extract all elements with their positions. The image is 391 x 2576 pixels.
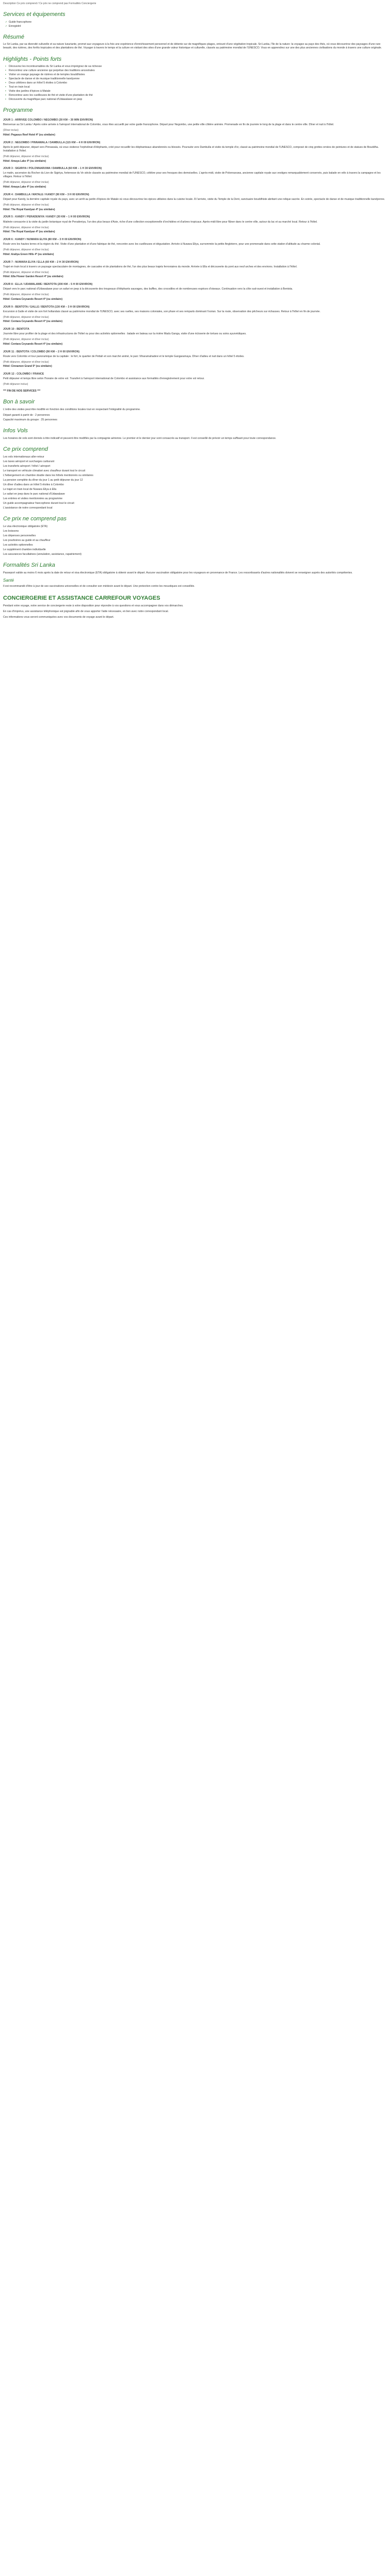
list-item: Les activités optionnelles (3, 543, 33, 547)
day-meals: (Petit déjeuner, déjeuner et dîner inclus) (3, 181, 49, 184)
ne-comprend-title: Ce prix ne comprend pas (3, 515, 67, 522)
day-hotel: Hôtel: Araliya Green Hills 4* (ou similaire) (3, 252, 54, 256)
list-item: L'hébergement en chambre double dans les hôtels mentionnés ou similaires (3, 473, 93, 477)
list-item: Les assurances facultatives (annulation, assistance, rapatriement) (3, 552, 82, 556)
conciergerie-text-2: En cas d'imprévu, une assistance téléphonique est joignable afin de vous apporter l'aide nécessaire, en lien avec notre correspondant local. (3, 610, 169, 614)
list-item: Un guide accompagnateur francophone durant tout le circuit (3, 501, 74, 505)
conciergerie-title: CONCIERGERIE ET ASSISTANCE CARREFOUR VOYAGES (3, 595, 160, 602)
list-item: Le supplément chambre individuelle (3, 548, 46, 551)
day-hotel: Hôtel: Centara Ceysands Resort 4* (ou similaire) (3, 342, 63, 346)
list-item: Les transferts aéroport / hôtel / aéroport (3, 464, 51, 468)
resume-title: Résumé (3, 33, 24, 40)
day-meals: (Petit déjeuner, déjeuner et dîner inclus) (3, 293, 49, 297)
day-text: Matinée consacrée à la visite du jardin botanique royal de Peradeniya, l'un des plus beaux d'Asie, riche d'une collection exceptionnelle d'orchidées et d'arbres tropicaux. Après-midi libre pour flâner dans le centre ville, autour du lac et au marché local. Retour à l'hôtel. (3, 220, 318, 224)
list-item: Les entrées et visites mentionnées au programme (3, 497, 63, 500)
day-meals: (Dîner inclus) (3, 129, 19, 132)
check-icon: ✓ (5, 20, 8, 24)
day-title: JOUR 10 : BENTOTA (3, 328, 29, 331)
day-title: JOUR 2 : NEGOMBO / PINNAWALA / DAMBULLA (115 KM – 4 H 00 ENVIRON) (3, 141, 101, 144)
programme-day (3, 141, 388, 163)
bullet-icon: • (5, 77, 6, 81)
formalites-text: Passeport valide au moins 6 mois après la date de retour et visa électronique (ETA) obligatoire à obtenir avant le départ. Aucune vaccination obligatoire pour les voyageurs en provenance de France. Les ressortissants d'autres nationalités doivent se renseigner auprès des autorités compétentes. (3, 571, 353, 574)
list-item: • Visiter un orange paysage de rizières et de temples bouddhistes (5, 73, 85, 77)
list-item: • Tout en train local (5, 86, 30, 89)
programme-day (3, 261, 388, 279)
list-item: La pension complète du dîner du jour 1 au petit déjeuner du jour 12 (3, 478, 83, 482)
conciergerie-text-3: Ces informations vous seront communiquées avec vos documents de voyage avant le départ. (3, 616, 115, 619)
list-item: Départ garanti à partir de : 2 personnes (3, 413, 50, 417)
bullet-icon: • (5, 81, 6, 85)
day-text: Départ pour Kandy, la dernière capitale royale du pays, avec un arrêt au jardin d'épices de Matale où vous découvrirez les épices utilisées dans la cuisine locale. À l'arrivée, visite du Temple de la Dent, sanctuaire bouddhiste abritant une relique sacrée. En soirée, spectacle de danse et de musique traditionnelle kandyenne. (3, 197, 385, 201)
day-text: Départ vers le parc national d'Udawalawe pour un safari en jeep à la découverte des troupeaux d'éléphants sauvages, des buffles, des crocodiles et de nombreuses espèces d'oiseaux. Continuation vers la côte sud-ouest et installation à Bentota. (3, 287, 293, 291)
programme-day (3, 238, 388, 257)
day-text: Excursion à Galle et visite de son fort hollandais classé au patrimoine mondial de l'UNESCO, avec ses ruelles, ses maisons coloniales, son phare et ses remparts dominant l'océan. Sur la route, observation des pêcheurs sur échasses. Retour à l'hôtel en fin de journée. (3, 310, 321, 313)
bullet-icon: • (5, 65, 6, 69)
list-item: Le transport en véhicule climatisé avec chauffeur durant tout le circuit (3, 469, 86, 472)
programme-day (3, 167, 388, 189)
programme-day (3, 215, 388, 234)
day-meals: (Petit déjeuner, déjeuner et dîner inclus) (3, 360, 49, 364)
list-item: • Spectacle de danse et de musique traditionnelle kandyenne (5, 77, 80, 81)
day-meals: (Petit déjeuner, déjeuner et dîner inclus) (3, 270, 49, 274)
programme-title: Programme (3, 107, 33, 114)
day-text: Bienvenue au Sri Lanka ! Après votre arrivée à l'aéroport international de Colombo, vous êtes accueilli par votre guide francophone. Départ pour Negombo, une petite ville côtière animée. Promenade en fin de journée le long de la plage et dans le centre ville. Dîner et nuit à l'hôtel. (3, 123, 334, 127)
bullet-icon: • (5, 94, 6, 97)
section-nav[interactable]: Description Ce prix comprend / Ce prix ne comprend pas Formalités Conciergerie (3, 2, 96, 5)
list-item: Les pourboires au guide et au chauffeur (3, 538, 51, 542)
programme-day (3, 193, 388, 212)
day-title: JOUR 7 : NUWARA ELIYA / ELLA (60 KM – 2 H 30 ENVIRON) (3, 260, 79, 264)
programme-day (3, 283, 388, 301)
list-item: ✓ Guide francophone (5, 20, 32, 24)
comprend-list (3, 455, 388, 510)
list-item: ✓ Enregistré (5, 24, 21, 28)
list-item: Le safari en jeep dans le parc national d'Udawalawe (3, 492, 65, 496)
formalites-sub-label: Santé (3, 578, 14, 583)
conciergerie-text-1: Pendant votre voyage, notre service de conciergerie reste à votre disposition pour répondre à vos questions et vous accompagner dans vos démarches. (3, 604, 184, 608)
list-item: • Rencontrez une culture ancienne qui perpétue des traditions ancestrales (5, 69, 95, 73)
day-title: JOUR 5 : KANDY / PERADENIYA / KANDY (30 KM – 1 H 00 ENVIRON) (3, 215, 90, 219)
programme-day (3, 350, 388, 369)
check-icon: ✓ (5, 24, 8, 28)
list-item: Capacité maximum du groupe : 25 personnes (3, 418, 57, 421)
list-item: Les vols internationaux aller-retour (3, 455, 44, 459)
list-item: Le trajet en train local de Nuwara Eliya à Ella (3, 487, 57, 491)
formalites-title: Formalités Sri Lanka (3, 562, 55, 568)
list-item: • Visite des jardins d'épices à Matale (5, 90, 51, 93)
day-hotel: Hôtel: Centara Ceysands Resort 4* (ou similaire) (3, 297, 63, 301)
resume-text: Le Sri Lanka, par sa diversité culturelle et sa nature luxuriante, promet aux voyageurs à la fois une expérience d'enrichissement personnel et de détente sur de magnifiques plages, entouré d'une végétation tropicale. Sri Lanka, l'île de la nature: la voyagez au pays des thés, où vous découvrirez des paysages d'une rare beauté, des rizières, des forêts tropicales et des plantations de thé. Voyager à travers le temps et la culture en visitant des sites d'une grande valeur historique et culturelle, classés au patrimoine mondial de l'UNESCO. Vous en apprendrez sur une des plus anciennes civilisations du monde à travers une culture originale. (3, 43, 382, 50)
day-text: Trajet en train local à travers un paysage spectaculaire de montagnes, de cascades et de plantations de thé, l'un des plus beaux trajets ferroviaires du monde. Arrivée à Ella et découverte du pont aux neuf arches et des environs. Installation à l'hôtel. (3, 265, 298, 268)
day-hotel: Hôtel: The Royal Kandyan 4* (ou similaire) (3, 230, 55, 234)
services-title: Services et équipements (3, 11, 66, 18)
day-text: Journée libre pour profiter de la plage et des infrastructures de l'hôtel ou pour des activités optionnelles : balade en bateau sur la rivière Madu Ganga, visite d'une écloserie de tortues ou soins ayurvédiques. (3, 332, 247, 336)
programme-day (3, 372, 388, 386)
services-list (5, 21, 388, 28)
highlights-list (5, 65, 388, 101)
formalites-sub-text: Il est recommandé d'être à jour de ses vaccinations universelles et de consulter son médecin avant le départ. Une protection contre les moustiques est conseillée. (3, 585, 195, 588)
infos-vols-title: Infos Vols (3, 427, 28, 434)
day-title: JOUR 1 : ARRIVEE COLOMBO / NEGOMBO (30 KM – 30 MIN ENVIRON) (3, 118, 93, 122)
programme-day (3, 306, 388, 324)
day-meals: (Petit déjeuner, déjeuner et dîner inclus) (3, 338, 49, 342)
infos-vols-text: Les horaires de vols sont donnés à titre indicatif et peuvent être modifiés par la compagnie aérienne. Le premier et le dernier jour sont consacrés au transport. Il est conseillé de prévoir un temps suffisant pour toute correspondance. (3, 436, 276, 440)
list-item: • Deux célèbres dans un hôtel 5 étoiles à Colombo (5, 81, 68, 85)
day-hotel: Hôtel: Cinnamon Grand 5* (ou similaire) (3, 365, 52, 368)
highlights-title: Highlights - Points forts (3, 56, 62, 62)
product-page (0, 0, 391, 642)
day-title: JOUR 11 : BENTOTA / COLOMBO (90 KM – 2 H 00 ENVIRON) (3, 350, 80, 353)
day-meals: (Petit déjeuner, déjeuner et dîner inclus) (3, 315, 49, 319)
day-text: Après le petit déjeuner, départ vers Pinnawala, où vous visiterez l'orphelinat d'éléphants, créé pour recueillir les éléphanteaux abandonnés ou blessés. Poursuite vers Dambulla et visite du temple d'or, classé au patrimoine mondial de l'UNESCO, composé de cinq grottes ornées de peintures et de statues de Bouddha. Installation à l'hôtel. (3, 145, 379, 152)
programme-day (3, 328, 388, 346)
day-text: Route vers Colombo et tour panoramique de la capitale : le fort, le quartier de Pettah et son marché animé, le parc Viharamahadevi et le temple Gangaramaya. Dîner d'adieu et nuit dans un hôtel 5 étoiles. (3, 354, 245, 358)
list-item: Le visa électronique obligatoire (ETA) (3, 524, 48, 528)
list-item: Les boissons (3, 529, 19, 533)
day-title: JOUR 6 : KANDY / NUWARA ELIYA (80 KM – 3 H 00 ENVIRON) (3, 238, 82, 242)
bon-savoir-title: Bon à savoir (3, 399, 35, 405)
day-title: JOUR 8 : ELLA / UDAWALAWE / BENTOTA (200 KM – 5 H 00 ENVIRON) (3, 283, 93, 286)
programme-end: *** FIN DE NOS SERVICES *** (3, 389, 41, 393)
bullet-icon: • (5, 73, 6, 77)
day-text: Route vers les hautes terres et la région du thé. Visite d'une plantation et d'une fabrique de thé, rencontre avec les cueilleuses et dégustation. Arrivée à Nuwara Eliya, surnommée la petite Angleterre, pour une promenade dans cette station d'altitude au charme colonial. (3, 243, 321, 246)
day-title: JOUR 12 : COLOMBO / FRANCE (3, 372, 44, 376)
day-title: JOUR 4 : DAMBULLA / MATALE / KANDY (90 KM – 3 H 00 ENVIRON) (3, 193, 89, 196)
day-hotel: Hôtel: Centara Ceysands Resort 4* (ou similaire) (3, 320, 63, 324)
list-item: • Rencontrez avec les cueilleuses de thé et visite d'une plantation de thé (5, 94, 93, 97)
list-item: Un dîner d'adieu dans un hôtel 5 étoiles à Colombo (3, 483, 64, 486)
programme-days (3, 118, 388, 386)
day-text: Petit déjeuner et temps libre selon l'horaire de votre vol. Transfert à l'aéroport international de Colombo et assistance aux formalités d'enregistrement pour votre vol retour. (3, 377, 205, 381)
day-hotel: Hôtel: Amaya Lake 4* (ou similaire) (3, 159, 46, 163)
bullet-icon: • (5, 86, 6, 89)
day-hotel: Hôtel: Ella Flower Garden Resort 4* (ou similaire) (3, 275, 63, 279)
programme-day (3, 118, 388, 137)
list-item: • Découvrez les incontournables du Sri Lanka et vous imprégnez de sa richesse (5, 65, 102, 69)
bon-savoir-list (3, 414, 388, 422)
list-item: Les dépenses personnelles (3, 534, 36, 537)
bullet-icon: • (5, 90, 6, 93)
list-item: Les taxes aéroport et surcharges carburant (3, 460, 55, 463)
day-text: Le matin, ascension du Rocher du Lion de Sigiriya, forteresse du Ve siècle classée au patrimoine mondial de l'UNESCO, célèbre pour ses fresques des demoiselles. L'après-midi, visite de Polonnaruwa, ancienne capitale royale aux vestiges remarquablement conservés, puis balade en vélo à travers la campagne et les villages. Retour à l'hôtel. (3, 172, 381, 179)
day-meals: (Petit déjeuner inclus) (3, 383, 28, 386)
day-hotel: Hôtel: The Royal Kandyan 4* (ou similaire) (3, 208, 55, 211)
day-meals: (Petit déjeuner, déjeuner et dîner inclus) (3, 226, 49, 229)
day-hotel: Hôtel: Amaya Lake 4* (ou similaire) (3, 185, 46, 189)
list-item: • Découverte du magnifique parc national d'Udawalawe en jeep (5, 98, 83, 101)
day-hotel: Hôtel: Pegasus Reef Hotel 4* (ou similaire) (3, 133, 55, 137)
day-meals: (Petit déjeuner, déjeuner et dîner inclus) (3, 248, 49, 252)
day-title: JOUR 3 : SIGIRIYA / POLONNARUWA / DAMBULLA (60 KM – 1 H 30 ENVIRON) (3, 167, 102, 171)
day-meals: (Petit déjeuner, déjeuner et dîner inclus) (3, 155, 49, 158)
bon-savoir-text: L'ordre des visites peut être modifié en fonction des conditions locales tout en respectant l'intégralité du programme. (3, 408, 141, 411)
day-meals: (Petit déjeuner, déjeuner et dîner inclus) (3, 203, 49, 207)
bullet-icon: • (5, 98, 6, 101)
bullet-icon: • (5, 69, 6, 73)
list-item: L'assistance de notre correspondant local (3, 506, 53, 510)
comprend-title: Ce prix comprend (3, 446, 48, 452)
ne-comprend-list (3, 525, 388, 556)
day-title: JOUR 9 : BENTOTA / GALLE / BENTOTA (130 KM – 3 H 00 ENVIRON) (3, 305, 90, 309)
